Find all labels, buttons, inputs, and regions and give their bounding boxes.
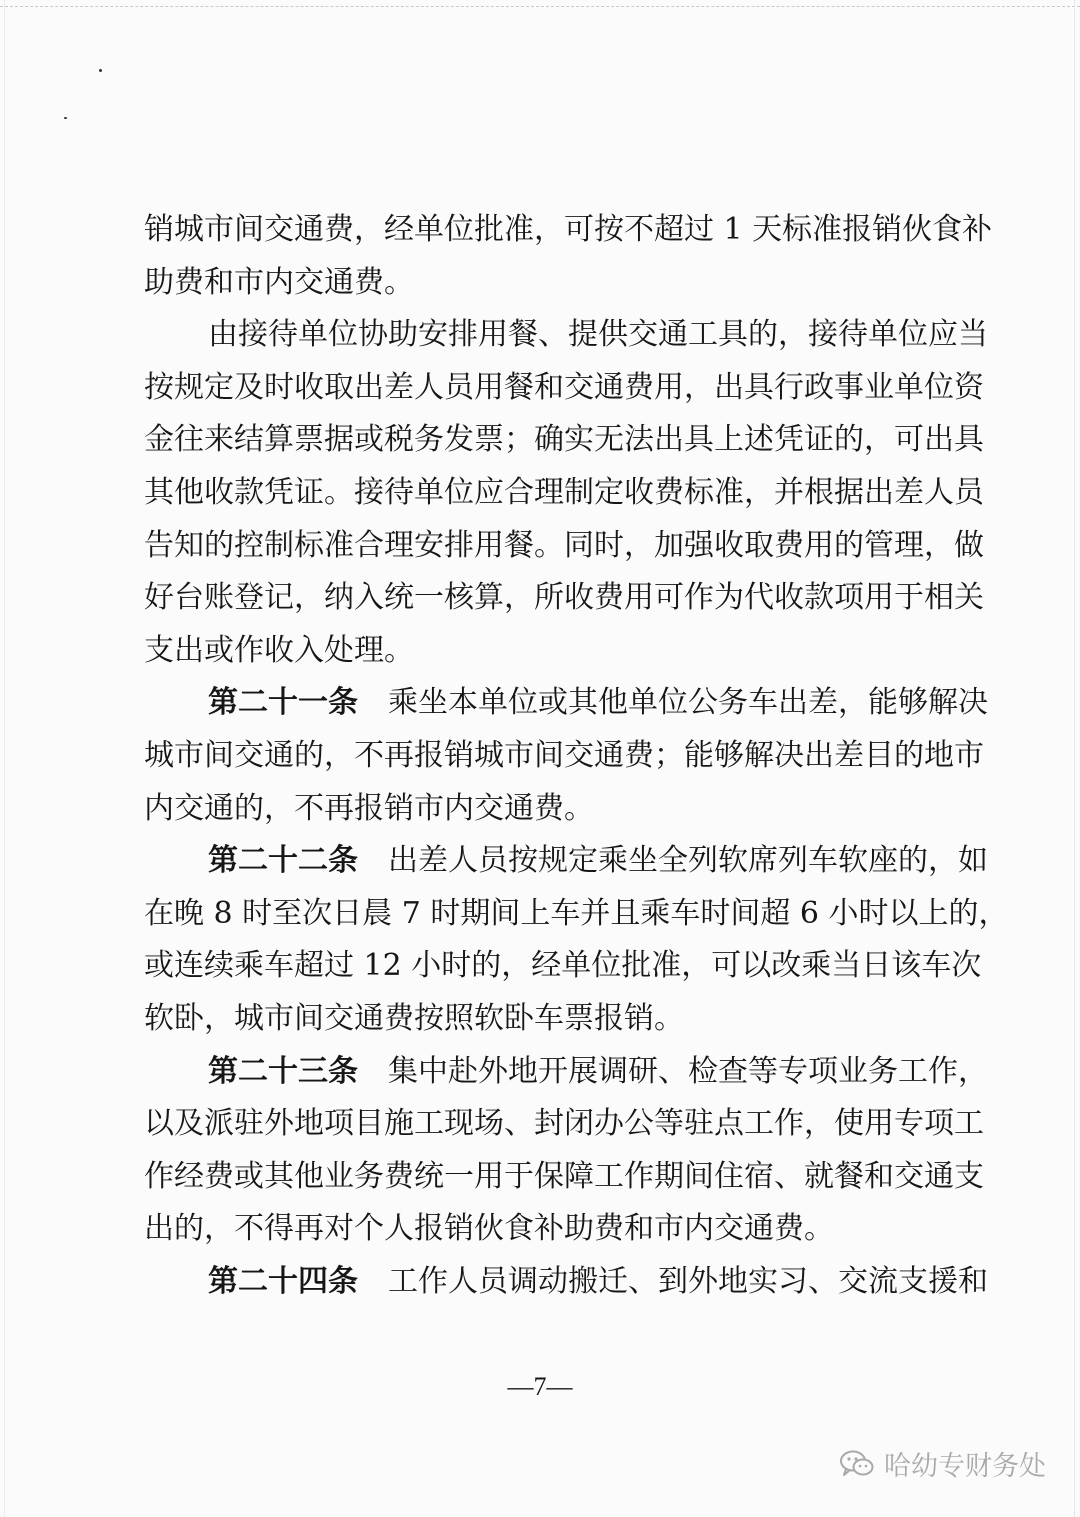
- scan-edge-right: [1074, 0, 1075, 1517]
- article-21-first-line: [144, 677, 988, 730]
- text-line: 告知的控制标准合理安排用餐。同时，加强收取费用的管理，做: [144, 527, 984, 563]
- text-line: 出差人员按规定乘坐全列软席列车软座的，如: [388, 843, 988, 879]
- article-21-title: 第二十一条: [208, 685, 358, 721]
- text-line: 助费和市内交通费。: [144, 264, 414, 300]
- text-line: 或连续乘车超过 12 小时的，经单位批准，可以改乘当日该车次: [144, 948, 982, 984]
- text-line: 好台账登记，纳入统一核算，所收费用可作为代收款项用于相关: [144, 580, 984, 616]
- text-line: 由接待单位协助安排用餐、提供交通工具的，接待单位应当: [208, 317, 988, 353]
- document-body: [144, 204, 1009, 1308]
- article-24-title: 第二十四条: [208, 1263, 358, 1299]
- scan-speck: [99, 69, 102, 72]
- text-line: 集中赴外地开展调研、检查等专项业务工作，: [388, 1053, 988, 1089]
- scan-edge-top: [0, 6, 1080, 7]
- text-line: 工作人员调动搬迁、到外地实习、交流支援和: [388, 1263, 988, 1299]
- text-line: 支出或作收入处理。: [144, 632, 414, 668]
- text-line: 作经费或其他业务费统一用于保障工作期间住宿、就餐和交通支: [144, 1158, 984, 1194]
- text-line: 城市间交通的，不再报销城市间交通费；能够解决出差目的地市: [144, 737, 984, 773]
- text-line: 按规定及时收取出差人员用餐和交通费用，出具行政事业单位资: [144, 369, 984, 405]
- text-line: 出的，不得再对个人报销伙食补助费和市内交通费。: [144, 1211, 834, 1247]
- watermark-text: 哈幼专财务处: [884, 1451, 1046, 1482]
- article-22-title: 第二十二条: [208, 843, 358, 879]
- article-23-first-line: [144, 1046, 988, 1099]
- scan-edge-left: [4, 0, 5, 1517]
- article-22-first-line: [144, 835, 988, 888]
- wechat-icon: [840, 1450, 874, 1478]
- text-line: 内交通的，不再报销市内交通费。: [144, 790, 594, 826]
- article-24-first-line: [144, 1256, 988, 1309]
- scan-speck: [64, 117, 67, 119]
- text-line: 金往来结算票据或税务发票；确实无法出具上述凭证的，可出具: [144, 422, 984, 458]
- page-number: —7—: [507, 1372, 573, 1401]
- text-line: 其他收款凭证。接待单位应合理制定收费标准，并根据出差人员: [144, 474, 984, 510]
- text-line: 乘坐本单位或其他单位公务车出差，能够解决: [388, 685, 988, 721]
- text-line: 销城市间交通费，经单位批准，可按不超过 1 天标准报销伙食补: [144, 212, 993, 247]
- account-watermark: [840, 1444, 1046, 1483]
- text-line: 软卧，城市间交通费按照软卧车票报销。: [144, 1000, 684, 1036]
- text-line: 以及派驻外地项目施工现场、封闭办公等驻点工作，使用专项工: [144, 1106, 984, 1142]
- article-23-title: 第二十三条: [208, 1053, 358, 1089]
- text-line: 在晚 8 时至次日晨 7 时期间上车并且乘车时间超 6 小时以上的，: [144, 895, 1009, 931]
